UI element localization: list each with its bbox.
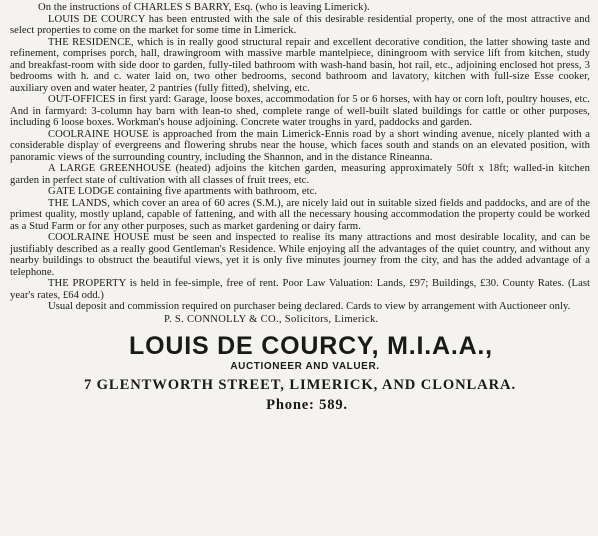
greenhouse-paragraph: A LARGE GREENHOUSE (heated) adjoins the kitchen garden, measuring approximately 50ft x 18ft; walled-in kitchen garden in perfect state of cultivation with all classes of fruit trees, etc. <box>10 163 590 186</box>
residence-paragraph: THE RESIDENCE, which is in really good structural repair and excellent decorative condition, the latter showing taste and refinement, comprises porch, hall, drawingroom with massive marble mantelpiece, diningroom with service lift from kitchen, study and breakfast-room with side door to garden, fully-tiled bathroom with wash-hand basin, hot rail, etc., adjoining enclosed hot press, 3 bedrooms with h. and c. water laid on, two other bedrooms, second bathroom and lavatory, kitchen with full-size Esse cooker, auxiliary oven and water heater, 2 pantries (fully fitted), shelving, etc. <box>10 36 590 94</box>
auctioneer-name: LOUIS DE COURCY, M.I.A.A., <box>129 331 493 360</box>
solicitors-line: P. S. CONNOLLY & CO., Solicitors, Limerick. <box>164 313 379 325</box>
auctioneer-phone: Phone: 589. <box>266 396 348 413</box>
gate-lodge-paragraph: GATE LODGE containing five apartments with bathroom, etc. <box>48 186 318 197</box>
inspection-paragraph: COOLRAINE HOUSE must be seen and inspected to realise its many attractions and most desirable locality, and can be justifiably described as a really good Gentleman's Residence. While enjoying all the advantages of the quiet country, and without any nearby buildings to obstruct the beautiful views, yet it is only five minutes journey from the city, and has the added advantage of a telephone. <box>10 232 590 278</box>
lands-paragraph: THE LANDS, which cover an area of 60 acres (S.M.), are nicely laid out in suitable sized fields and paddocks, and are of the primest quality, mostly upland, capable of fattening, and with all the necessary housing accommodation the property could be worked as a Stud Farm or for any other purposes, such as market gardening or dairy farm. <box>10 197 590 232</box>
auctioneer-role: AUCTIONEER AND VALUER. <box>230 360 380 372</box>
advert-body <box>10 2 590 313</box>
entrusted-paragraph: LOUIS DE COURCY has been entrusted with the sale of this desirable residential property, one of the most attractive and select properties to come on the market for some time in Limerick. <box>10 13 590 36</box>
auctioneer-address: 7 GLENTWORTH STREET, LIMERICK, AND CLONLARA. <box>83 376 517 393</box>
deposit-paragraph: Usual deposit and commission required on purchaser being declared. Cards to view by arrangement with Auctioneer only. <box>48 301 571 312</box>
out-offices-paragraph: OUT-OFFICES in first yard: Garage, loose boxes, accommodation for 5 or 6 horses, with hay or corn loft, poultry houses, etc. And in farmyard: 3-column hay barn with lean-to shed, complete range of well-built slated buildings for cattle or other purposes, including 6 loose boxes. Workman's house adjoining. Concrete water troughs in yard, paddocks and garden. <box>10 94 590 128</box>
property-tenure-paragraph: THE PROPERTY is held in fee-simple, free of rent. Poor Law Valuation: Lands, £97; Buildings, £30. County Rates. (Last year's rates, £64 odd.) <box>10 278 590 301</box>
approach-paragraph: COOLRAINE HOUSE is approached from the main Limerick-Ennis road by a short winding avenue, nicely planted with a considerable display of evergreens and flowering shrubs near the house, which faces south and stands on an elevated position, with panoramic views of the surrounding country, including the Shannon, and in the distance Rineanna. <box>10 128 590 163</box>
instructions-line: On the instructions of CHARLES S BARRY, Esq. (who is leaving Limerick). <box>38 2 370 13</box>
